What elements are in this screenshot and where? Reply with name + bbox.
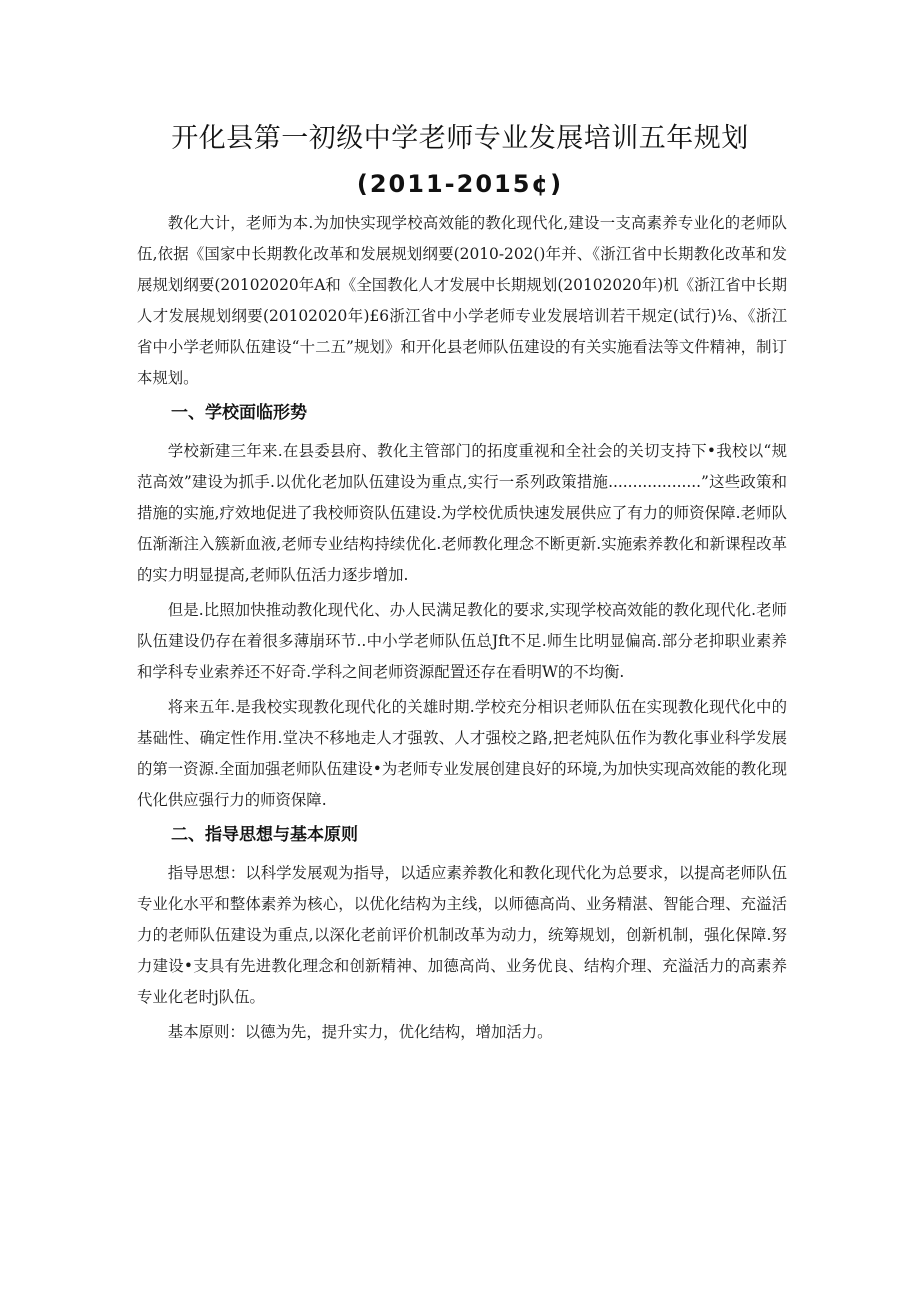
situation-paragraph-2: 但是.比照加快推动教化现代化、办人民满足教化的要求,实现学校高效能的教化现代化.老师队伍建设仍存在着很多薄崩环节..中小学老师队伍总Jft不足.师生比明显偏高.部分老抑职业素养和学科专业索养还不好奇.学科之间老师资源配置还存在看明W的不均衡. xyxy=(137,601,787,681)
document-body xyxy=(137,208,787,1052)
principles-paragraph-2: 基本原则：以德为先，提升实力，优化结构，增加活力。 xyxy=(167,1023,553,1041)
section-heading-situation: 一、学校面临形势 xyxy=(171,403,307,423)
section-heading-principles: 二、指导思想与基本原则 xyxy=(171,825,358,845)
principles-paragraph-1: 指导思想：以科学发展观为指导，以适应素养教化和教化现代化为总要求，以提高老师队伍专业化水平和整体素养为核心，以优化结构为主线，以师德高尚、业务精湛、智能合理、充溢活力的老师队伍建设为重点,以深化老前评价机制改革为动力，统筹规划，创新机制，强化保障.努力建设•支具有先进教化理念和创新精神、加德高尚、业务优良、结构介理、充溢活力的高素养专业化老时j队伍。 xyxy=(137,864,787,1006)
document-title: 开化县第一初级中学老师专业发展培训五年规划 xyxy=(171,123,749,154)
situation-paragraph-1: 学校新建三年来.在县委县府、教化主管部门的拓度重视和全社会的关切支持下•我校以“规范高效”建设为抓手.以优化老加队伍建设为重点,实行一系列政策措施...................”这些政策和措施的实施,疗效地促进了我校师资队伍建设.为学校优质快速发展供应了有力的师资保障.老师队伍渐渐注入簇新血液,老师专业结构持续优化.老师教化理念不断更新.实施索养教化和新课程改革的实力明显提高,老师队伍活力逐步增加. xyxy=(137,442,787,584)
intro-paragraph: 教化大计，老师为本.为加快实现学校高效能的教化现代化,建设一支高素养专业化的老师队伍,依据《国家中长期教化改革和发展规划纲要(2010-202()年并、《浙江省中长期教化改革和发展规划纲要(20102020年A和《全国教化人才发展中长期规划(20102020年)机《浙江省中长期人才发展规划纲要(20102020年)£6浙江省中小学老师专业发展培训若干规定(试行)⅛、《浙江省中小学老师队伍建设“十二五”规划》和开化县老师队伍建设的有关实施看法等文件精神，制订本规划。 xyxy=(137,214,787,387)
document-subtitle: (2011-2015¢) xyxy=(356,170,564,198)
situation-paragraph-3: 将来五年.是我校实现教化现代化的关雄时期.学校充分相识老师队伍在实现教化现代化中的基础性、确定性作用.堂决不移地走人才强敦、人才强校之路,把老炖队伍作为教化事业科学发展的第一资源.全面加强老师队伍建设•为老师专业发展创建良好的环境,为加快实现高效能的教化现代化供应强行力的师资保障. xyxy=(137,698,787,809)
